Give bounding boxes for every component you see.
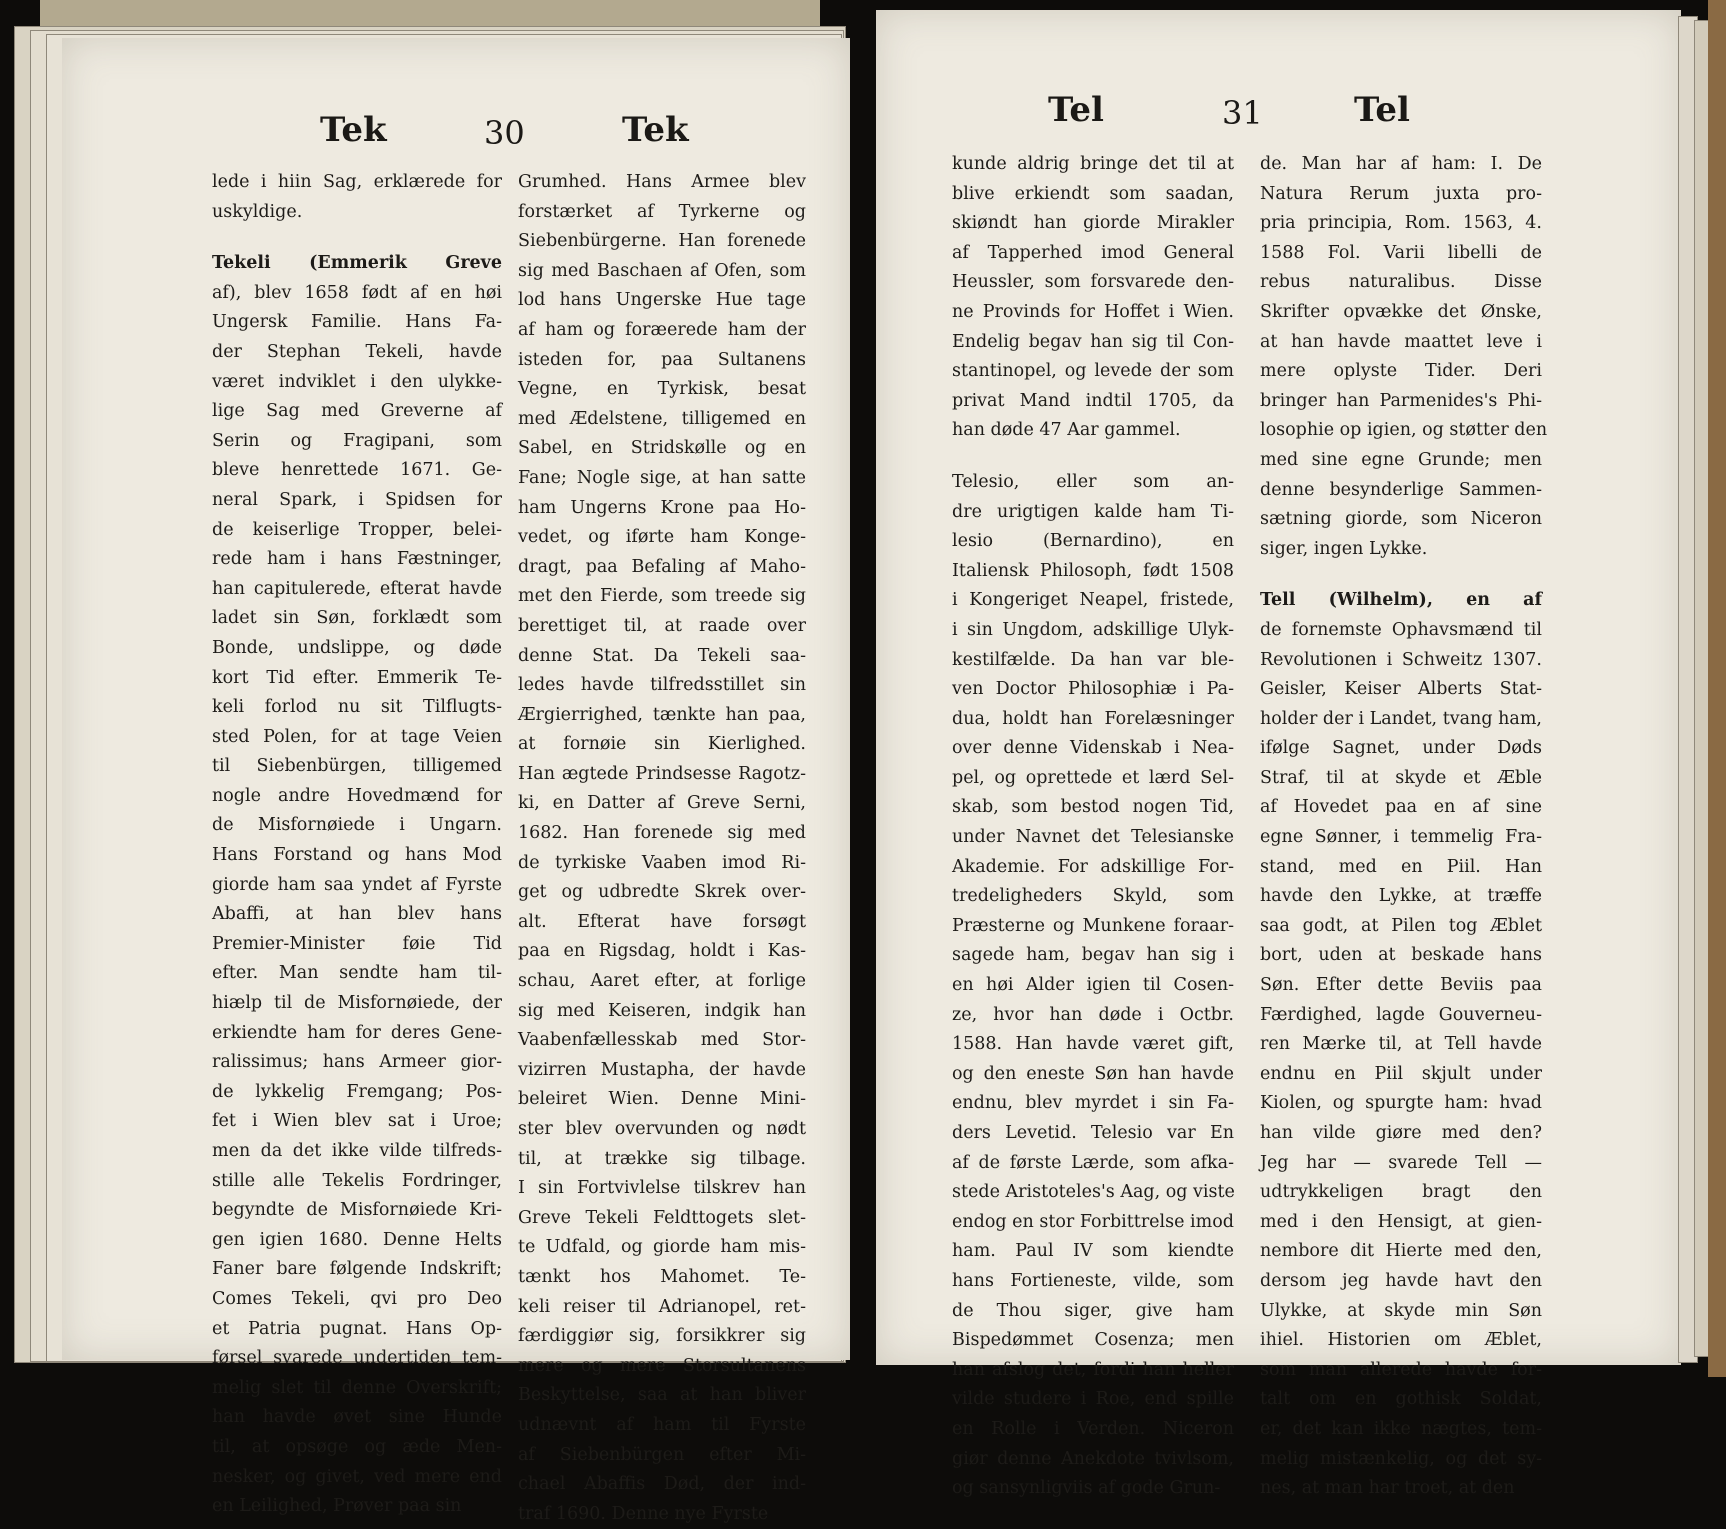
text-line: nogle andre Hovedmænd for [212, 785, 502, 806]
text-line: Vaabenfællesskab med Stor- [518, 1030, 806, 1051]
text-line: nesker, og givet, ved mere end [212, 1466, 502, 1487]
text-line: under Navnet det Telesianske [952, 827, 1234, 848]
text-line: Revolutionen i Schweitz 1307. [1260, 649, 1542, 670]
text-line: stand, med en Piil. Han [1260, 856, 1542, 877]
text-line: lesio (Bernardino), en [952, 531, 1234, 552]
text-line: saa godt, at Pilen tog Æblet [1260, 915, 1542, 936]
text-line: Siebenbürgerne. Han forenede [518, 231, 806, 252]
text-line: at han havde maattet leve i [1260, 331, 1542, 352]
text-line: nembore dit Hierte med den, [1260, 1241, 1542, 1262]
text-line: berettiget til, at raade over [518, 615, 806, 636]
text-line: stede Aristoteles's Aag, og viste [952, 1182, 1235, 1203]
text-line: Ungersk Familie. Hans Fa- [212, 312, 502, 333]
text-line: 1588 Fol. Varii libelli de [1260, 242, 1542, 263]
text-line: Hans Forstand og hans Mod [212, 845, 502, 866]
text-line: Serin og Fragipani, som [212, 430, 502, 451]
text-line: keli reiser til Adrianopel, ret- [518, 1296, 806, 1317]
text-line: mere og mere Storsultanens [518, 1355, 806, 1376]
page-number: 30 [484, 114, 525, 152]
text-line: Heussler, som forsvarede den- [952, 272, 1234, 293]
text-line: te Udfald, og giorde ham mis- [518, 1237, 806, 1258]
text-line: egne Sønner, i temmelig Fra- [1260, 827, 1542, 848]
text-line: denne Stat. Da Tekeli saa- [518, 645, 806, 666]
text-line: sagede ham, begav han sig i [952, 945, 1234, 966]
text-line: i Kongeriget Neapel, fristede, [952, 590, 1234, 611]
text-line: sig med Baschaen af Ofen, som [518, 260, 806, 281]
text-line: ledes havde tilfredsstillet sin [518, 675, 806, 696]
text-line: alt. Efterat have forsøgt [518, 911, 806, 932]
text-line: endnu en Piil skjult under [1260, 1063, 1542, 1084]
text-line: melig mistænkelig, og det sy- [1260, 1448, 1542, 1469]
text-line: Telesio, eller som an- [952, 471, 1234, 492]
text-line: af de første Lærde, som afka- [952, 1152, 1234, 1173]
text-line: ren Mærke til, at Tell havde [1260, 1034, 1542, 1055]
text-line: vedet, og iførte ham Konge- [518, 527, 806, 548]
text-column-right [1260, 150, 1548, 1504]
page-number: 31 [1222, 94, 1263, 132]
text-line: uskyldige. [212, 201, 303, 222]
text-line: er, det kan ikke nægtes, tem- [1260, 1418, 1542, 1439]
text-line: 1682. Han forenede sig med [518, 823, 806, 844]
text-line: ne Provinds for Hoffet i Wien. [952, 301, 1234, 322]
right-page-spread [866, 0, 1726, 1499]
text-line: en Rolle i Verden. Niceron [952, 1418, 1234, 1439]
page-header [62, 38, 850, 178]
text-line: Greve Tekeli Feldttogets slet- [518, 1207, 806, 1228]
text-line: begyndte de Misfornøiede Kri- [212, 1200, 502, 1221]
text-line: ham Ungerns Krone paa Ho- [518, 497, 806, 518]
page-31 [876, 10, 1681, 1499]
text-line: rebus naturalibus. Disse [1260, 272, 1542, 293]
text-line: udnævnt af ham til Fyrste [518, 1414, 806, 1435]
text-line: de tyrkiske Vaaben imod Ri- [518, 852, 806, 873]
text-line: og sansynligviis af gode Grun- [952, 1478, 1221, 1499]
text-line: hiælp til de Misfornøiede, der [212, 993, 502, 1014]
text-line: isteden for, paa Sultanens [518, 349, 806, 370]
book-binding [40, 0, 820, 27]
text-line: Skrifter opvække det Ønske, [1260, 301, 1542, 322]
text-line: dersom jeg havde havt den [1260, 1270, 1542, 1291]
text-line: Bonde, undslippe, og døde [212, 637, 502, 658]
text-line: havde den Lykke, at træffe [1260, 886, 1542, 907]
text-line: talt om en gothisk Soldat, [1260, 1389, 1542, 1410]
text-line: førsel svarede undertiden tem- [212, 1348, 502, 1369]
text-line: Ærgierrighed, tænkte han paa, [518, 704, 806, 725]
text-line: som man allerede havde for- [1260, 1359, 1542, 1380]
text-line: endnu, blev myrdet i sin Fa- [952, 1093, 1234, 1114]
text-line: ladet sin Søn, forklædt som [212, 608, 502, 629]
text-line: kunde aldrig bringe det til at [952, 154, 1234, 174]
text-line: schau, Aaret efter, at forlige [518, 971, 806, 992]
text-line: melig slet til denne Overskrift; [212, 1377, 502, 1398]
text-line: tredeligheders Skyld, som [952, 886, 1234, 907]
text-line: mere oplyste Tider. Deri [1260, 361, 1542, 382]
text-line: losophie op igien, og støtter den [1260, 420, 1548, 441]
text-line: blive erkiendt som saadan, [952, 183, 1234, 204]
text-line: met den Fierde, som treede sig [518, 586, 806, 607]
text-line: lede i hiin Sag, erklærede for [212, 172, 502, 192]
text-line: forstærket af Tyrkerne og [518, 201, 806, 222]
text-line: nes, at man har troet, at den [1260, 1478, 1515, 1499]
text-line: keli forlod nu sit Tilflugts- [212, 697, 502, 718]
text-line: lod hans Ungerske Hue tage [518, 290, 806, 311]
text-line: bringer han Parmenides's Phi- [1260, 390, 1542, 411]
text-line: paa en Rigsdag, holdt i Kas- [518, 941, 806, 962]
text-line: ster blev overvunden og nødt [518, 1119, 806, 1139]
text-line: de Misfornøiede i Ungarn. [212, 815, 502, 836]
text-line: sig med Keiseren, indgik han [518, 1000, 806, 1021]
text-line: med sine egne Grunde; men [1260, 449, 1542, 470]
text-line: Vegne, en Tyrkisk, besat [518, 379, 806, 400]
text-column-left [212, 168, 502, 1522]
text-line: Færdighed, lagde Gouverneu- [1260, 1004, 1542, 1025]
text-line: skiøndt han giorde Mirakler [952, 213, 1234, 234]
text-line: med i den Hensigt, at gien- [1260, 1211, 1542, 1232]
paragraph-gap [1260, 564, 1542, 586]
header-right-word: Tek [622, 110, 689, 150]
text-line: dre urigtigen kalde ham Ti- [952, 501, 1234, 522]
text-line: de. Man har af ham: I. De [1260, 154, 1542, 174]
text-line: bleve henrettede 1671. Ge- [212, 460, 502, 481]
text-line: han capitulerede, efterat havde [212, 578, 502, 599]
text-line: færdiggiør sig, forsikkrer sig [518, 1326, 806, 1347]
text-line: Italiensk Philosoph, født 1508 [952, 560, 1234, 581]
text-line: chael Abaffis Død, der ind- [518, 1474, 806, 1495]
text-line: sætning giorde, som Niceron [1260, 509, 1542, 530]
text-line: giorde ham saa yndet af Fyrste [212, 874, 502, 895]
text-line: kestilfælde. Da han var ble- [952, 649, 1234, 670]
text-line: der Stephan Tekeli, havde [212, 341, 502, 362]
text-line: ki, en Datter af Greve Serni, [518, 793, 806, 814]
text-line: Søn. Efter dette Beviis paa [1260, 975, 1542, 996]
text-line: Han ægtede Prindsesse Ragotz- [518, 763, 806, 784]
text-line: fet i Wien blev sat i Uroe; [212, 1111, 502, 1132]
text-line: Endelig begav han sig til Con- [952, 331, 1234, 352]
text-line: været indviklet i den ulykke- [212, 371, 502, 392]
left-page-spread [0, 0, 860, 1524]
text-line: Abaffi, at han blev hans [212, 904, 502, 925]
text-line: neral Spark, i Spidsen for [212, 489, 502, 510]
page-header [876, 10, 1681, 150]
text-line: men da det ikke vilde tilfreds- [212, 1141, 502, 1161]
header-left-word: Tel [1048, 90, 1104, 130]
text-line: kort Tid efter. Emmerik Te- [212, 667, 502, 688]
text-line: Natura Rerum juxta pro- [1260, 183, 1542, 204]
text-line: de lykkelig Fremgang; Pos- [212, 1081, 502, 1102]
paragraph-gap [952, 446, 1234, 468]
paragraph-gap [212, 227, 502, 249]
entry-headword-line: Tekeli (Emmerik Greve [212, 253, 502, 274]
text-line: vizirren Mustapha, der havde [518, 1059, 806, 1080]
text-line: i sin Ungdom, adskillige Ulyk- [952, 619, 1234, 640]
text-line: endog en stor Forbittrelse imod [952, 1211, 1234, 1232]
text-line: ifølge Sagnet, under Døds [1260, 738, 1542, 759]
text-line: pria principia, Rom. 1563, 4. [1260, 213, 1542, 234]
text-line: hans Fortieneste, vilde, som [952, 1270, 1234, 1291]
text-line: skab, som bestod nogen Tid, [952, 797, 1234, 818]
text-line: ders Levetid. Telesio var En [952, 1123, 1234, 1143]
text-line: stille alle Tekelis Fordringer, [212, 1170, 502, 1191]
text-line: Beskyttelse, saa at han bliver [518, 1385, 806, 1406]
text-line: Straf, til at skyde et Æble [1260, 767, 1542, 788]
text-line: dua, holdt han Forelæsninger [952, 708, 1234, 729]
text-line: Akademie. For adskillige For- [952, 856, 1234, 877]
text-line: Præsterne og Munkene foraar- [952, 915, 1234, 936]
text-line: til Siebenbürgen, tilligemed [212, 756, 502, 777]
text-line: gen igien 1680. Denne Helts [212, 1229, 502, 1250]
text-line: af Tapperhed imod General [952, 242, 1234, 263]
text-line: af Siebenbürgen efter Mi- [518, 1444, 806, 1465]
text-line: efter. Man sendte ham til- [212, 963, 502, 984]
text-line: traf 1690. Denne nye Fyrste [518, 1503, 769, 1524]
text-line: til, at trække sig tilbage. [518, 1148, 806, 1169]
entry-headword-line: Tell (Wilhelm), en af [1260, 590, 1542, 611]
text-line: erkiendte ham for deres Gene- [212, 1022, 502, 1043]
text-line: ihiel. Historien om Æblet, [1260, 1330, 1542, 1351]
text-line: Ulykke, at skyde min Søn [1260, 1300, 1542, 1321]
text-line: og den eneste Søn han havde [952, 1063, 1234, 1084]
text-line: med Ædelstene, tilligemed en [518, 408, 806, 429]
text-line: vilde studere i Roe, end spille [952, 1389, 1234, 1410]
text-line: de keiserlige Tropper, belei- [212, 519, 502, 540]
text-line: han afslog det, fordi han heller [952, 1359, 1234, 1380]
text-line: ham. Paul IV som kiendte [952, 1241, 1234, 1262]
text-line: sted Polen, for at tage Veien [212, 726, 502, 747]
text-line: pel, og oprettede et lærd Sel- [952, 767, 1234, 788]
text-line: en Leilighed, Prøver paa sin [212, 1496, 462, 1517]
text-line: over denne Videnskab i Nea- [952, 738, 1234, 759]
header-right-word: Tel [1354, 90, 1410, 130]
text-line: lige Sag med Greverne af [212, 401, 502, 422]
text-line: ralissimus; hans Armeer gior- [212, 1052, 502, 1073]
text-line: Sabel, en Stridskølle og en [518, 438, 806, 459]
book-cover-edge [1708, 0, 1726, 1377]
header-left-word: Tek [320, 110, 387, 150]
text-line: Comes Tekeli, qvi pro Deo [212, 1288, 502, 1309]
text-line: af Hovedet paa en af sine [1260, 797, 1542, 818]
text-line: bort, uden at beskade hans [1260, 945, 1542, 966]
text-line: rede ham i hans Fæstninger, [212, 549, 502, 570]
page-30 [62, 38, 850, 1524]
text-line: beleiret Wien. Denne Mini- [518, 1089, 806, 1110]
text-line: Kiolen, og spurgte ham: hvad [1260, 1093, 1542, 1114]
text-line: 1588. Han havde været gift, [952, 1034, 1234, 1055]
text-line: af ham og foræerede ham der [518, 319, 806, 340]
text-line: ven Doctor Philosophiæ i Pa- [952, 679, 1234, 700]
text-line: han vilde giøre med den? [1260, 1123, 1542, 1143]
text-column-right [518, 168, 806, 1529]
text-line: get og udbredte Skrek over- [518, 882, 806, 903]
text-line: holder der i Landet, tvang ham, [1260, 708, 1542, 729]
text-line: Geisler, Keiser Alberts Stat- [1260, 679, 1542, 700]
text-line: I sin Fortvivlelse tilskrev han [518, 1178, 806, 1199]
text-line: Grumhed. Hans Armee blev [518, 172, 806, 192]
text-line: han døde 47 Aar gammel. [952, 420, 1181, 441]
text-line: denne besynderlige Sammen- [1260, 479, 1542, 500]
text-line: han havde øvet sine Hunde [212, 1407, 502, 1428]
text-line: til, at opsøge og æde Men- [212, 1436, 502, 1457]
text-line: giør denne Anekdote tvivlsom, [952, 1448, 1234, 1469]
text-line: dragt, paa Befaling af Maho- [518, 556, 806, 577]
text-line: Premier-Minister føie Tid [212, 933, 502, 954]
text-column-left [952, 150, 1234, 1504]
text-line: privat Mand indtil 1705, da [952, 390, 1234, 411]
text-line: tænkt hos Mahomet. Te- [518, 1266, 806, 1287]
text-line: af), blev 1658 født af en høi [212, 282, 502, 303]
text-line: Fane; Nogle sige, at han satte [518, 467, 806, 488]
text-line: et Patria pugnat. Hans Op- [212, 1318, 502, 1339]
text-line: udtrykkeligen bragt den [1260, 1182, 1542, 1203]
text-line: de fornemste Ophavsmænd til [1260, 619, 1542, 640]
text-line: at fornøie sin Kierlighed. [518, 734, 806, 755]
text-line: Faner bare følgende Indskrift; [212, 1259, 502, 1280]
text-line: stantinopel, og levede der som [952, 361, 1234, 382]
text-line: en høi Alder igien til Cosen- [952, 975, 1234, 996]
text-line: siger, ingen Lykke. [1260, 538, 1428, 559]
text-line: ze, hvor han døde i Octbr. [952, 1004, 1234, 1025]
text-line: Jeg har — svarede Tell — [1260, 1152, 1542, 1173]
text-line: Bispedømmet Cosenza; men [952, 1330, 1234, 1351]
text-line: de Thou siger, give ham [952, 1300, 1234, 1321]
